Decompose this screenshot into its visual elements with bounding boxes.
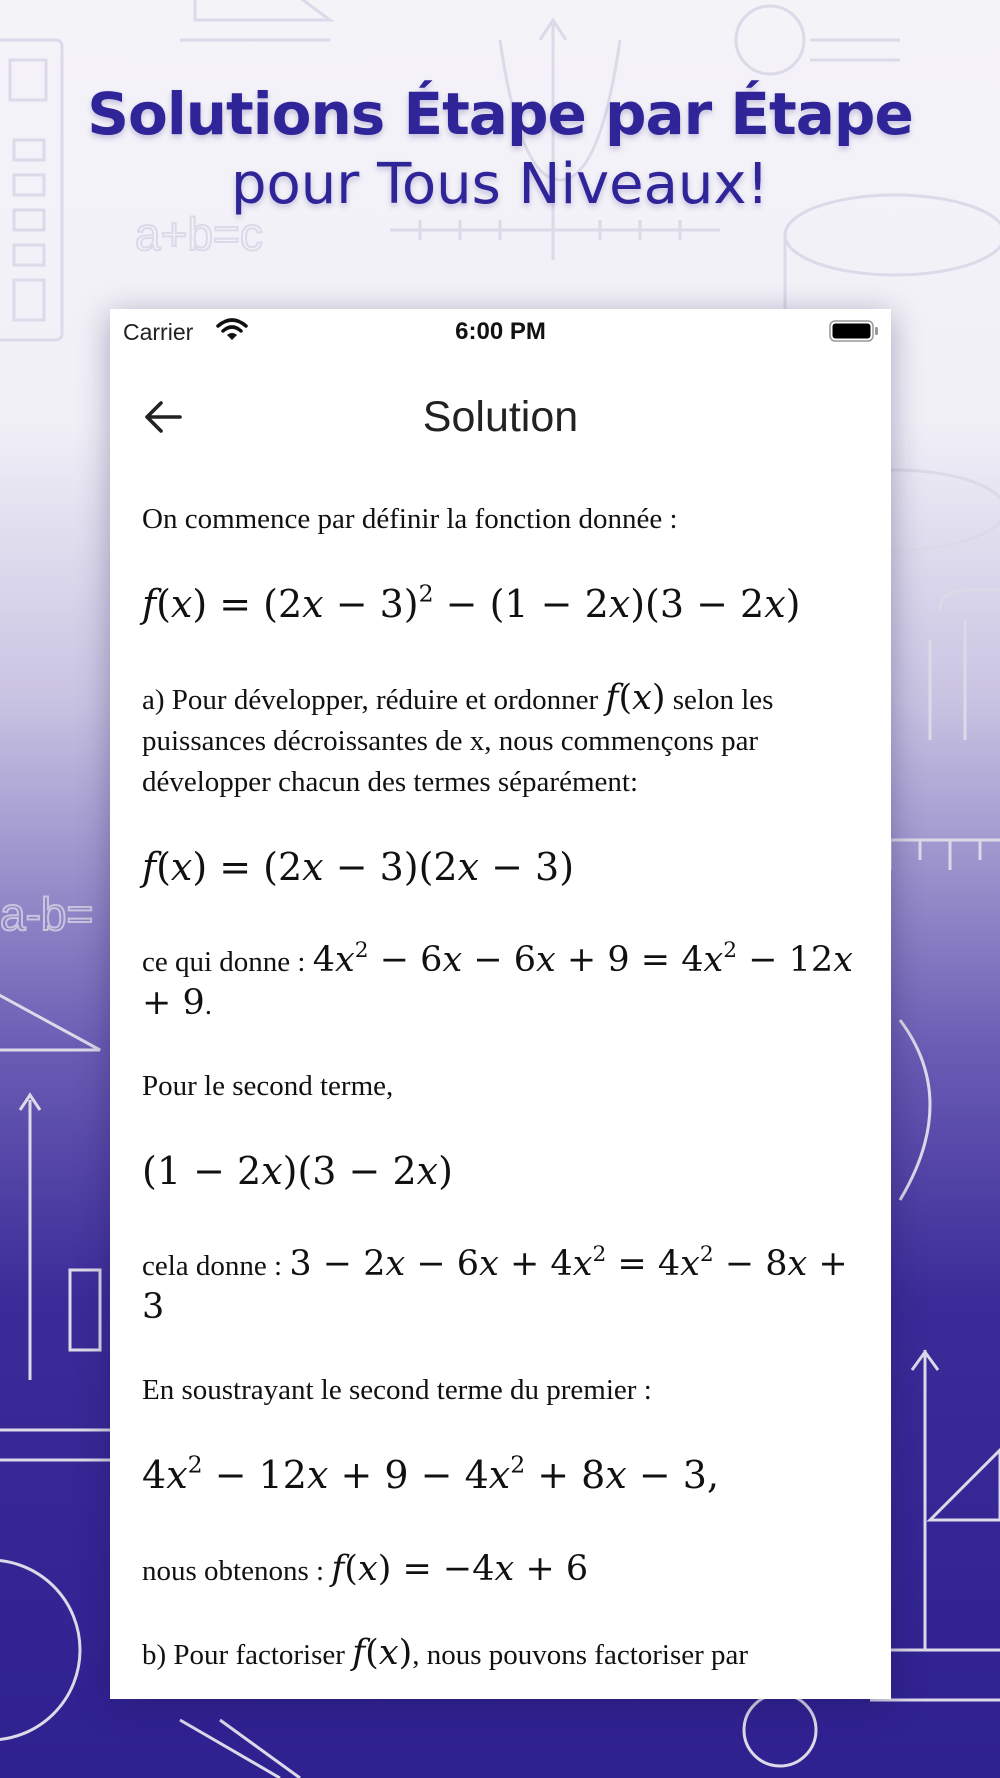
headline-line-2: pour Tous Niveaux! [231, 152, 769, 217]
nav-bar [110, 369, 891, 469]
equation: f(x) = (2x − 3)(2x − 3) [142, 845, 575, 889]
solution-paragraph: b) Pour factoriser f(x), nous pouvons factoriser par [142, 1633, 749, 1673]
carrier-label: Carrier [123, 319, 194, 345]
solution-paragraph: cela donne : $3 - 2x - 6x + 4x^2 = 4x^2 - 8x + 3$ [142, 1241, 848, 1327]
solution-paragraph: Pour le second terme, [142, 1070, 394, 1102]
status-bar [110, 309, 891, 355]
solution-paragraph: En soustrayant le second terme du premier : [142, 1374, 652, 1406]
solution-paragraph: nous obtenons : f(x) = −4x + 6 [142, 1549, 589, 1589]
equation: $4x^2 - 12x + 9 - 4x^2 + 8x - 3$, [142, 1450, 720, 1497]
solution-paragraph: On commence par définir la fonction donnée : [142, 503, 678, 535]
promo-headline [0, 78, 1000, 220]
page-title: Solution [422, 393, 579, 441]
equation: $f(x) = (2x - 3)^2 - (1 - 2x)(3 - 2x)$ [142, 579, 801, 626]
status-time: 6:00 PM [455, 318, 546, 345]
equation: (1 − 2x)(3 − 2x) [142, 1149, 453, 1193]
phone-screen [110, 309, 891, 1699]
solution-content [142, 499, 862, 1699]
headline-line-1: Solutions Étape par Étape [87, 80, 913, 148]
svg-text:a+b=c: a+b=c [135, 208, 263, 260]
solution-paragraph: ce qui donne : $4x^2 - 6x - 6x + 9 = 4x^2 - 12x + 9$. [142, 937, 853, 1023]
svg-text:a-b=: a-b= [0, 888, 94, 940]
battery-icon [829, 319, 879, 348]
solution-paragraph: a) Pour développer, réduire et ordonner f(x) selon les puissances décroissantes de x, nous commençons par développer chacun des termes séparément: [142, 678, 774, 798]
